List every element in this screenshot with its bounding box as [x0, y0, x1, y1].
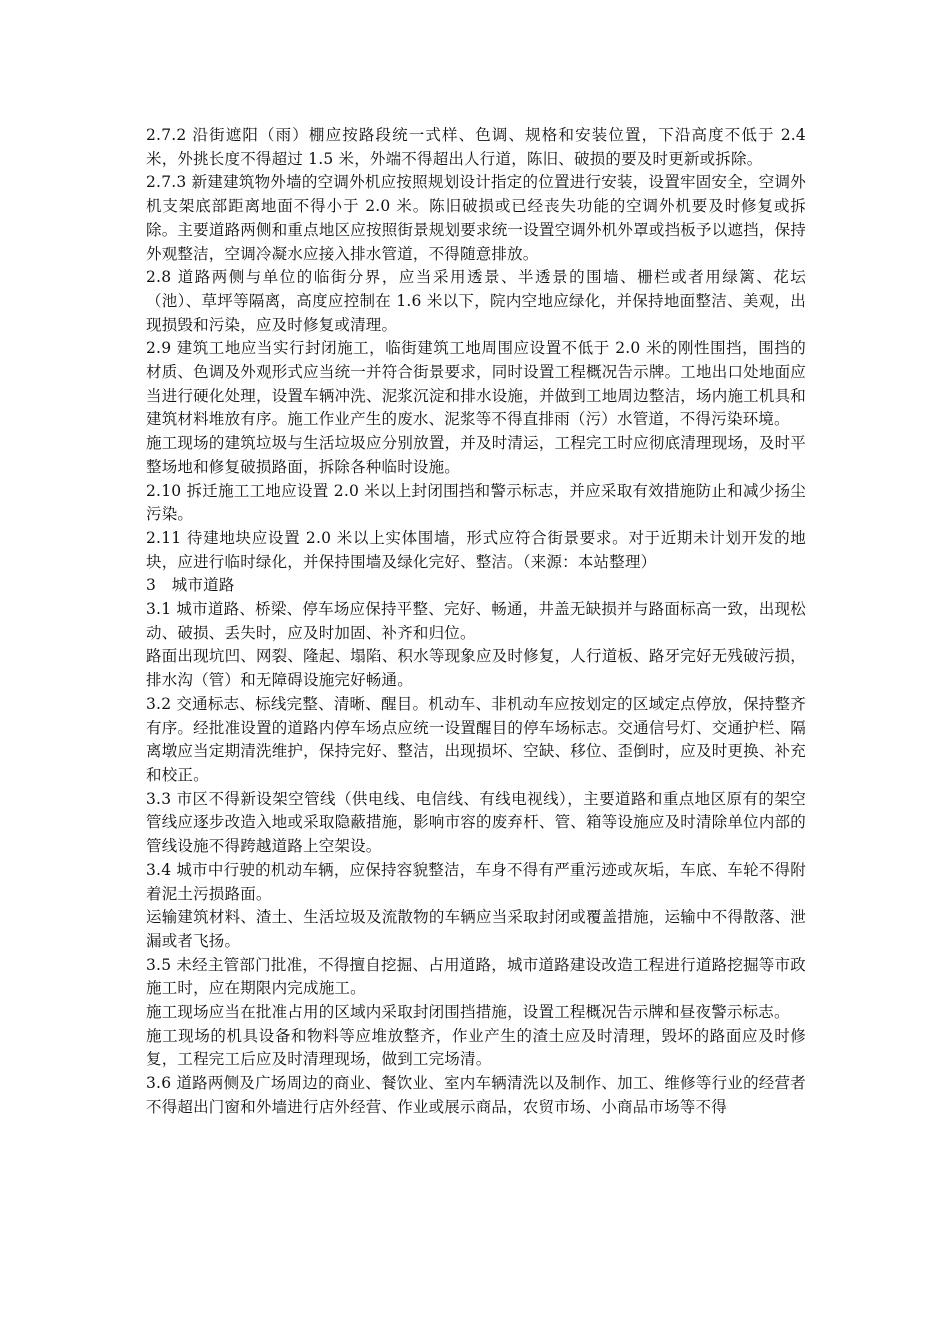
paragraph-3-2: 3.2 交通标志、标线完整、清晰、醒目。机动车、非机动车应按划定的区域定点停放，保持整齐有序。经批准设置的道路内停车场点应统一设置醒目的停车场标志。交通信号灯、交通护栏、隔离墩应当定期清洗维护，保持完好、整洁，出现损坏、空缺、移位、歪倒时，应及时更换、补充和校正。	[146, 694, 806, 784]
paragraph-3-4-cont: 运输建筑材料、渣土、生活垃圾及流散物的车辆应当采取封闭或覆盖措施，运输中不得散落、泄漏或者飞扬。	[146, 908, 806, 950]
paragraph-3-6: 3.6 道路两侧及广场周边的商业、餐饮业、室内车辆清洗以及制作、加工、维修等行业的经营者不得超出门窗和外墙进行店外经营、作业或展示商品，农贸市场、小商品市场等不得	[146, 1074, 806, 1116]
section-heading-3: 3 城市道路	[146, 576, 235, 595]
paragraph-2-9: 2.9 建筑工地应当实行封闭施工，临街建筑工地周围应设置不低于 2.0 米的刚性围挡，围挡的材质、色调及外观形式应当统一并符合街景要求，同时设置工程概况告示牌。工地出口处地面应当进行硬化处理，设置车辆冲洗、泥浆沉淀和排水设施，并做到工地周边整洁，场内施工机具和建筑材料堆放有序。施工作业产生的废水、泥浆等不得直排雨（污）水管道，不得污染环境。	[146, 339, 806, 429]
paragraph-3-5-cont-a: 施工现场应当在批准占用的区域内采取封闭围挡措施，设置工程概况告示牌和昼夜警示标志。	[146, 1003, 790, 1022]
paragraph-3-3: 3.3 市区不得新设架空管线（供电线、电信线、有线电视线），主要道路和重点地区原有的架空管线应逐步改造入地或采取隐蔽措施，影响市容的废弃杆、管、箱等设施应及时清除单位内部的管线设施不得跨越道路上空架设。	[146, 789, 806, 856]
paragraph-3-4: 3.4 城市中行驶的机动车辆，应保持容貌整洁，车身不得有严重污迹或灰垢，车底、车轮不得附着泥土污损路面。	[146, 860, 806, 903]
paragraph-2-10: 2.10 拆迁施工工地应设置 2.0 米以上封闭围挡和警示标志，并应采取有效措施防止和减少扬尘污染。	[146, 481, 806, 524]
paragraph-2-7-2: 2.7.2 沿街遮阳（雨）棚应按路段统一式样、色调、规格和安装位置，下沿高度不低于 2.4 米，外挑长度不得超过 1.5 米，外端不得超出人行道，陈旧、破损的要及时更新或拆除。	[146, 126, 806, 168]
paragraph-2-7-3: 2.7.3 新建建筑物外墙的空调外机应按照规划设计指定的位置进行安装，设置牢固安全，空调外机支架底部距离地面不得小于 2.0 米。陈旧破损或已经丧失功能的空调外机要及时修复或拆除。主要道路两侧和重点地区应按照街景规划要求统一设置空调外机外罩或挡板予以遮挡，保持外观整洁，空调冷凝水应接入排水管道，不得随意排放。	[146, 173, 806, 263]
paragraph-3-5: 3.5 未经主管部门批准，不得擅自挖掘、占用道路，城市道路建设改造工程进行道路挖掘等市政施工时，应在期限内完成施工。	[146, 955, 806, 998]
paragraph-3-1: 3.1 城市道路、桥梁、停车场应保持平整、完好、畅通，井盖无缺损并与路面标高一致，出现松动、破损、丢失时，应及时加固、补齐和归位。	[146, 600, 806, 642]
document-body	[146, 124, 806, 1120]
paragraph-2-8: 2.8 道路两侧与单位的临街分界，应当采用透景、半透景的围墙、栅栏或者用绿篱、花坛（池）、草坪等隔离，高度应控制在 1.6 米以下，院内空地应绿化，并保持地面整洁、美观，出现损毁和污染，应及时修复或清理。	[146, 268, 806, 334]
paragraph-2-11: 2.11 待建地块应设置 2.0 米以上实体围墙，形式应符合街景要求。对于近期未计划开发的地块，应进行临时绿化，并保持围墙及绿化完好、整洁。（来源：本站整理）	[146, 528, 806, 571]
paragraph-2-9-cont: 施工现场的建筑垃圾与生活垃圾应分别放置，并及时清运，工程完工时应彻底清理现场，及时平整场地和修复破损路面，拆除各种临时设施。	[146, 434, 806, 476]
paragraph-3-1-cont: 路面出现坑凹、网裂、隆起、塌陷、积水等现象应及时修复，人行道板、路牙完好无残破污损，排水沟（管）和无障碍设施完好畅通。	[146, 647, 806, 690]
paragraph-3-5-cont-b: 施工现场的机具设备和物料等应堆放整齐，作业产生的渣土应及时清理，毁坏的路面应及时修复，工程完工后应及时清理现场，做到工完场清。	[146, 1026, 806, 1069]
